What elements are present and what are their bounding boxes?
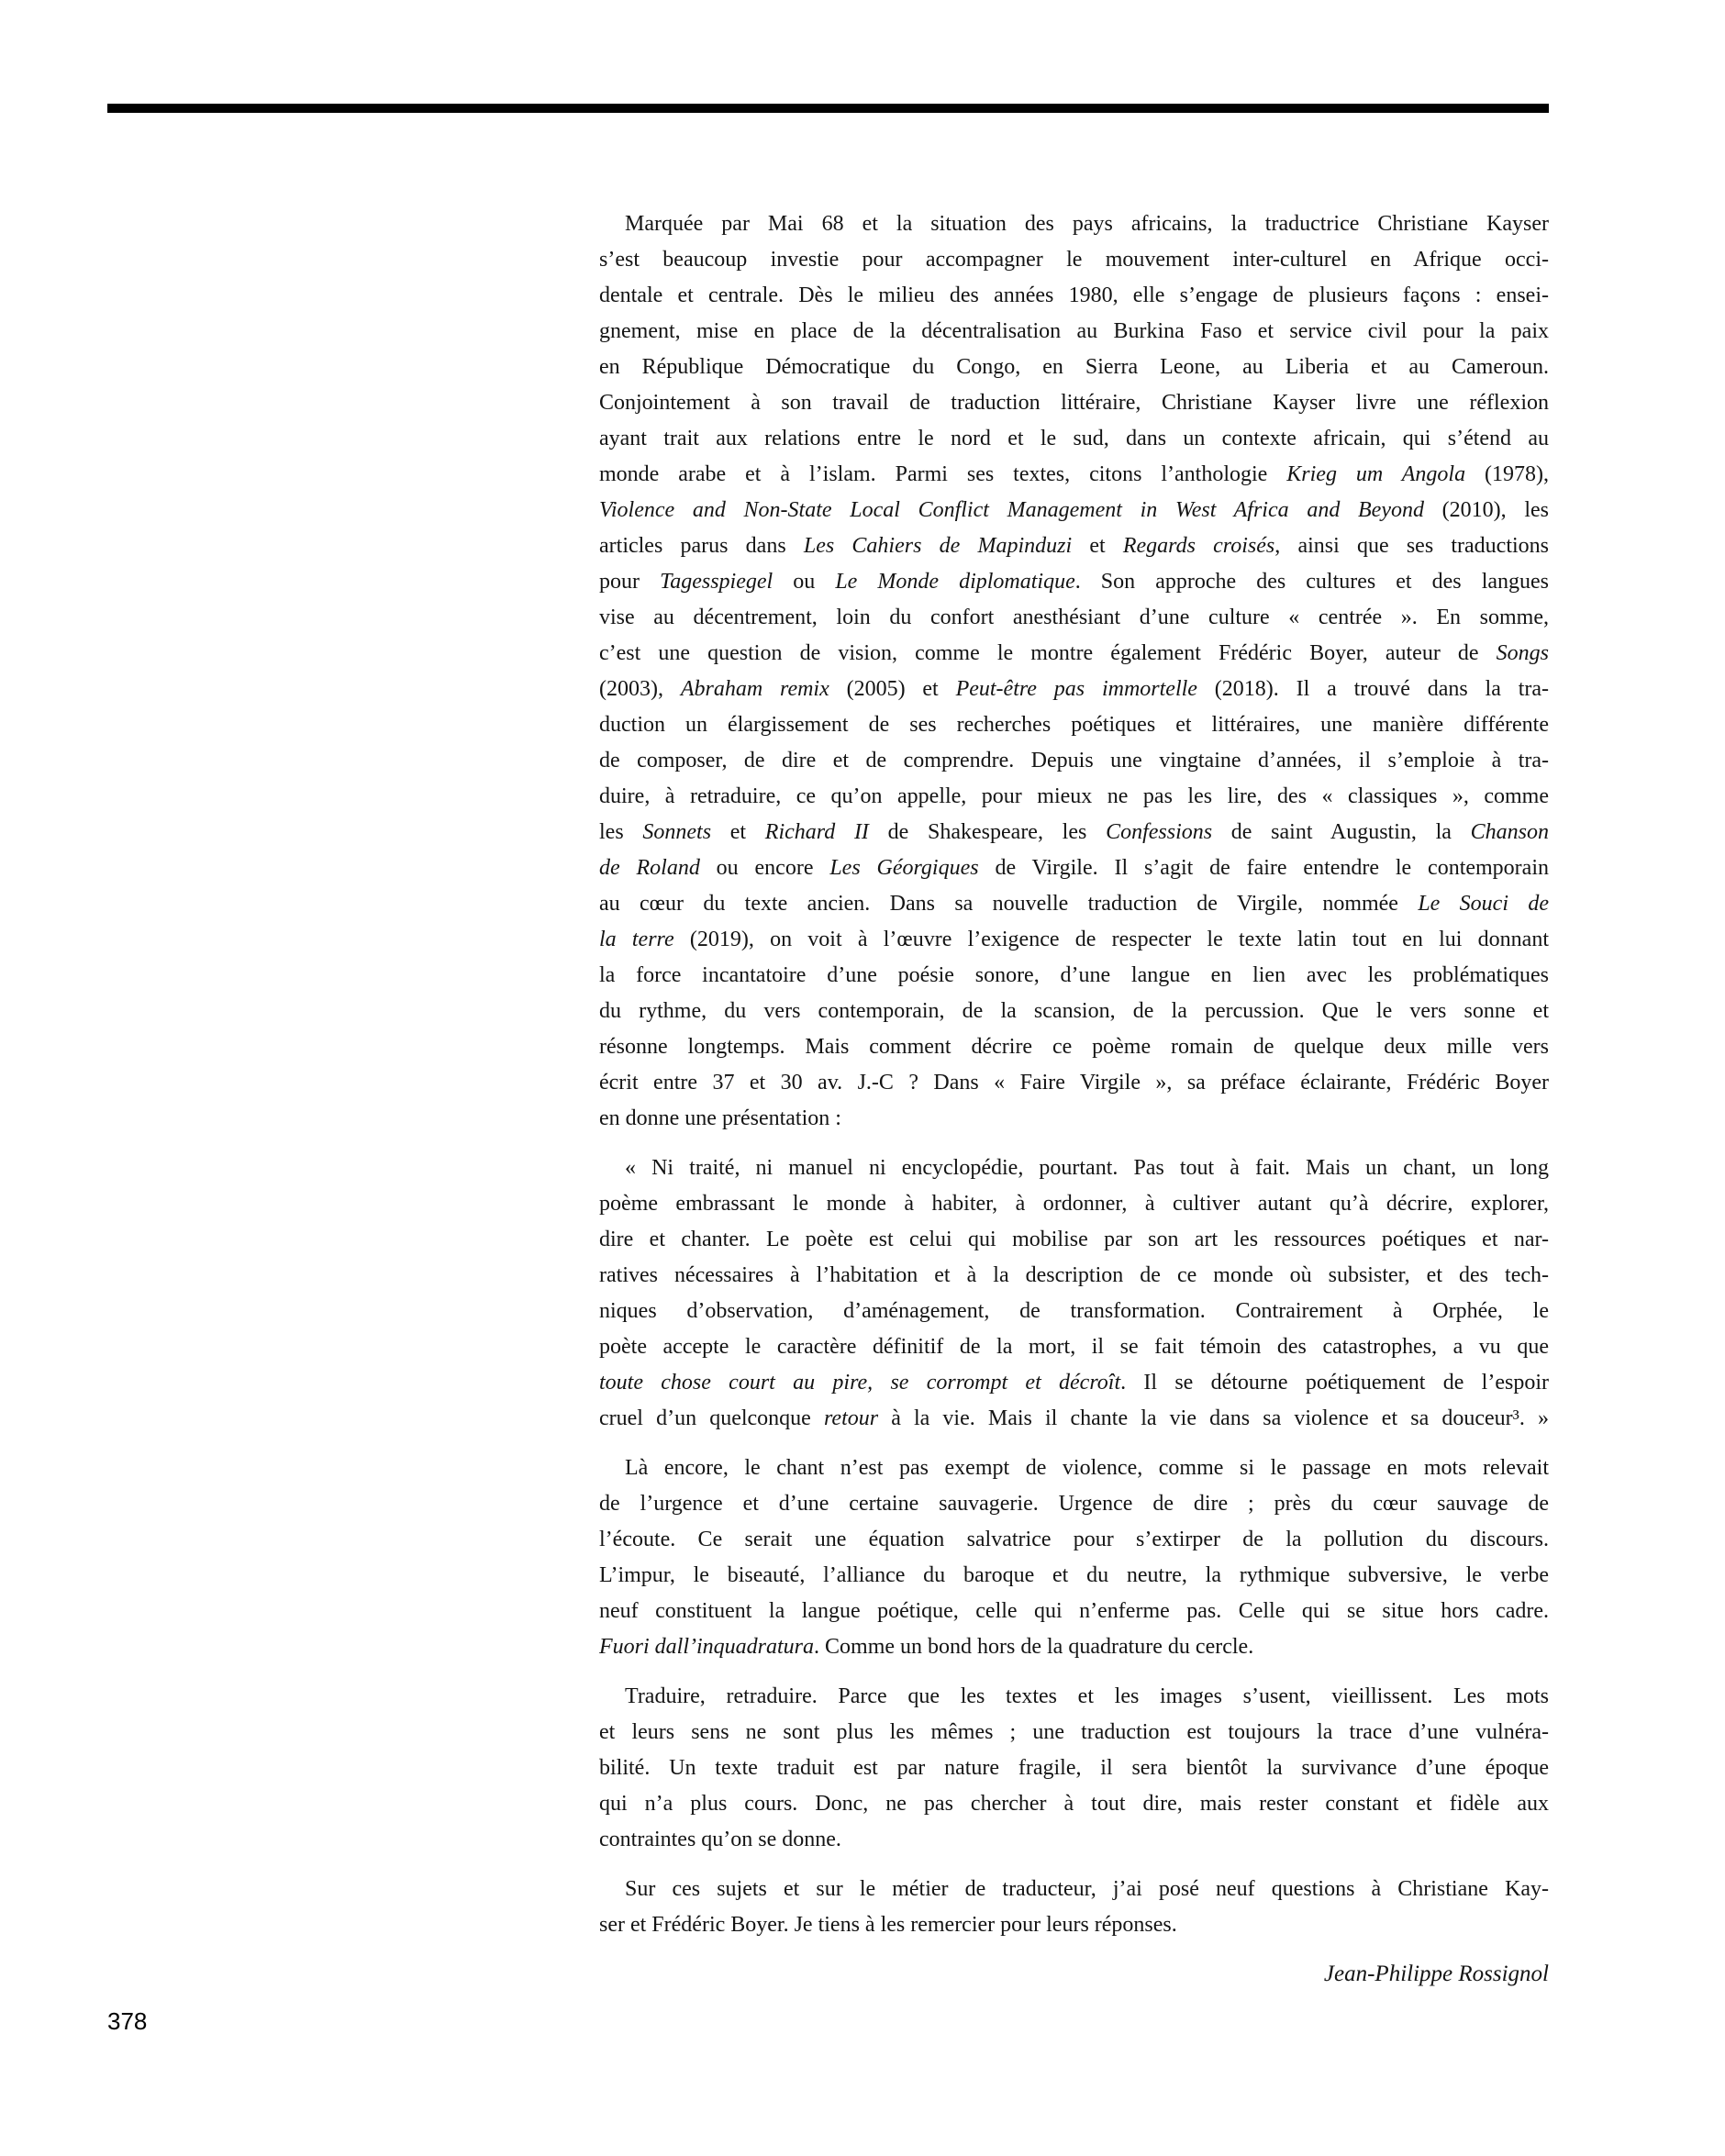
text-line: s’est beaucoup investie pour accompagner le mouvement inter-culturel en Afrique occi- [599, 248, 1549, 272]
text-line: cruel d’un quelconque retour à la vie. Mais il chante la vie dans sa violence et sa douceur³. » [599, 1406, 1549, 1430]
text-line: (2003), Abraham remix (2005) et Peut-être pas immortelle (2018). Il a trouvé dans la tra- [599, 677, 1550, 701]
text-line: les Sonnets et Richard II de Shakespeare, les Confessions de saint Augustin, la Chanson [599, 820, 1549, 844]
text-line: niques d’observation, d’aménagement, de transformation. Contrairement à Orphée, le [599, 1299, 1549, 1323]
paragraph [599, 1150, 1549, 1437]
text-line: Sur ces sujets et sur le métier de traducteur, j’ai posé neuf questions à Christiane Kay- [625, 1877, 1549, 1901]
text-line: de Roland ou encore Les Géorgiques de Virgile. Il s’agit de faire entendre le contemporain [599, 856, 1549, 880]
text-line: Violence and Non-State Local Conflict Management in West Africa and Beyond (2010), les [599, 498, 1549, 522]
text-line: neuf constituent la langue poétique, celle qui n’enferme pas. Celle qui se situe hors cadre. [599, 1599, 1549, 1623]
text-line: duire, à retraduire, ce qu’on appelle, pour mieux ne pas les lire, des « classiques », comme [599, 784, 1549, 808]
text-line: contraintes qu’on se donne. [599, 1828, 841, 1851]
text-line: et leurs sens ne sont plus les mêmes ; une traduction est toujours la trace d’une vulnéra- [599, 1720, 1549, 1744]
text-line: de composer, de dire et de comprendre. Depuis une vingtaine d’années, il s’emploie à tra- [599, 749, 1549, 772]
text-line: en donne une présentation : [599, 1106, 841, 1130]
text-line: qui n’a plus cours. Donc, ne pas chercher à tout dire, mais rester constant et fidèle aux [599, 1792, 1549, 1816]
text-line: au cœur du texte ancien. Dans sa nouvelle traduction de Virgile, nommée Le Souci de [599, 892, 1549, 916]
text-line: ayant trait aux relations entre le nord et le sud, dans un contexte africain, qui s’étend au [599, 427, 1549, 450]
text-line: gnement, mise en place de la décentralisation au Burkina Faso et service civil pour la paix [599, 319, 1549, 343]
text-line: Conjointement à son travail de traduction littéraire, Christiane Kayser livre une réflexion [599, 391, 1549, 415]
text-line: Marquée par Mai 68 et la situation des pays africains, la traductrice Christiane Kayser [625, 212, 1549, 236]
signature: Jean-Philippe Rossignol [1323, 1962, 1549, 1986]
text-line: c’est une question de vision, comme le montre également Frédéric Boyer, auteur de Songs [599, 641, 1549, 665]
top-rule [107, 104, 1549, 113]
text-line: Fuori dall’inquadratura. Comme un bond hors de la quadrature du cercle. [599, 1635, 1254, 1659]
text-line: pour Tagesspiegel ou Le Monde diplomatique. Son approche des cultures et des langues [599, 570, 1550, 594]
article-body [599, 206, 1549, 1943]
paragraph [599, 1450, 1549, 1665]
text-line: résonne longtemps. Mais comment décrire ce poème romain de quelque deux mille vers [599, 1035, 1549, 1059]
paragraph [599, 1679, 1549, 1858]
text-line: poème embrassant le monde à habiter, à ordonner, à cultiver autant qu’à décrire, explorer, [599, 1192, 1549, 1216]
text-line: l’écoute. Ce serait une équation salvatrice pour s’extirper de la pollution du discours. [599, 1528, 1549, 1551]
page-number: 378 [107, 2007, 148, 2035]
text-line: ratives nécessaires à l’habitation et à la description de ce monde où subsister, et des tech- [599, 1263, 1549, 1287]
text-line: Traduire, retraduire. Parce que les textes et les images s’usent, vieillissent. Les mots [625, 1684, 1549, 1708]
text-line: « Ni traité, ni manuel ni encyclopédie, pourtant. Pas tout à fait. Mais un chant, un long [625, 1156, 1549, 1180]
text-line: duction un élargissement de ses recherches poétiques et littéraires, une manière différente [599, 713, 1549, 737]
text-line: monde arabe et à l’islam. Parmi ses textes, citons l’anthologie Krieg um Angola (1978), [599, 462, 1550, 486]
paragraph [599, 1872, 1549, 1943]
text-line: articles parus dans Les Cahiers de Mapinduzi et Regards croisés, ainsi que ses traductions [599, 534, 1550, 558]
text-line: Là encore, le chant n’est pas exempt de violence, comme si le passage en mots relevait [625, 1456, 1549, 1480]
text-line: de l’urgence et d’une certaine sauvagerie. Urgence de dire ; près du cœur sauvage de [599, 1492, 1549, 1516]
text-line: écrit entre 37 et 30 av. J.-C ? Dans « Faire Virgile », sa préface éclairante, Frédéric Boyer [599, 1071, 1549, 1095]
text-line: bilité. Un texte traduit est par nature fragile, il sera bientôt la survivance d’une époque [599, 1756, 1549, 1780]
text-line: L’impur, le biseauté, l’alliance du baroque et du neutre, la rythmique subversive, le verbe [599, 1563, 1549, 1587]
text-line: dire et chanter. Le poète est celui qui mobilise par son art les ressources poétiques et nar- [599, 1228, 1549, 1251]
text-line: poète accepte le caractère définitif de la mort, il se fait témoin des catastrophes, a vu que [599, 1335, 1549, 1359]
text-line: vise au décentrement, loin du confort anesthésiant d’une culture « centrée ». En somme, [599, 606, 1549, 629]
text-line: toute chose court au pire, se corrompt et décroît. Il se détourne poétiquement de l’espoir [599, 1371, 1549, 1395]
text-line: dentale et centrale. Dès le milieu des années 1980, elle s’engage de plusieurs façons : ensei- [599, 283, 1549, 307]
text-line: en République Démocratique du Congo, en Sierra Leone, au Liberia et au Cameroun. [599, 355, 1549, 379]
text-line: ser et Frédéric Boyer. Je tiens à les remercier pour leurs réponses. [599, 1913, 1177, 1937]
text-line: la force incantatoire d’une poésie sonore, d’une langue en lien avec les problématiques [599, 963, 1549, 987]
text-line: du rythme, du vers contemporain, de la scansion, de la percussion. Que le vers sonne et [599, 999, 1549, 1023]
text-line: la terre (2019), on voit à l’œuvre l’exigence de respecter le texte latin tout en lui donnant [599, 928, 1549, 951]
paragraph [599, 206, 1549, 1137]
